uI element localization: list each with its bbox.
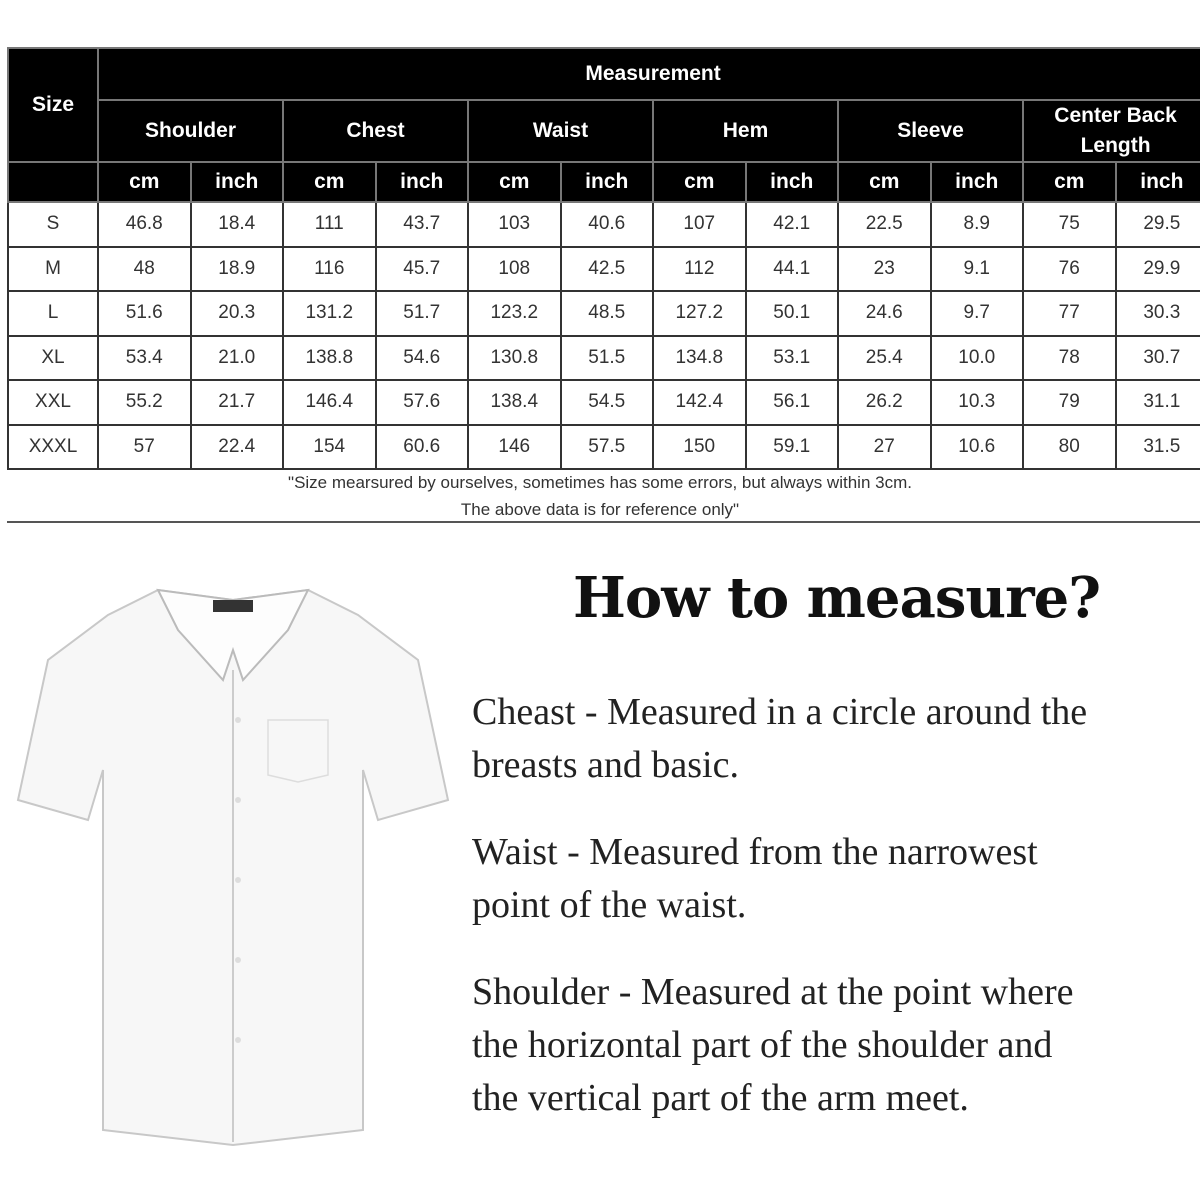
size-cell: S <box>8 202 98 247</box>
value-cell: 20.3 <box>191 291 284 336</box>
value-cell: 30.3 <box>1116 291 1200 336</box>
value-cell: 23 <box>838 247 931 292</box>
value-cell: 18.9 <box>191 247 284 292</box>
value-cell: 51.5 <box>561 336 654 381</box>
value-cell: 10.6 <box>931 425 1024 470</box>
size-cell: L <box>8 291 98 336</box>
value-cell: 29.9 <box>1116 247 1200 292</box>
divider <box>7 521 1200 523</box>
table-row <box>8 247 1200 292</box>
value-cell: 42.5 <box>561 247 654 292</box>
value-cell: 29.5 <box>1116 202 1200 247</box>
value-cell: 108 <box>468 247 561 292</box>
value-cell: 53.1 <box>746 336 839 381</box>
value-cell: 31.1 <box>1116 380 1200 425</box>
value-cell: 77 <box>1023 291 1116 336</box>
value-cell: 31.5 <box>1116 425 1200 470</box>
unit-header: inch <box>931 162 1024 202</box>
value-cell: 57 <box>98 425 191 470</box>
value-cell: 22.4 <box>191 425 284 470</box>
value-cell: 40.6 <box>561 202 654 247</box>
value-cell: 21.7 <box>191 380 284 425</box>
table-row <box>8 291 1200 336</box>
value-cell: 48 <box>98 247 191 292</box>
value-cell: 46.8 <box>98 202 191 247</box>
value-cell: 59.1 <box>746 425 839 470</box>
table-row <box>8 202 1200 247</box>
value-cell: 138.8 <box>283 336 376 381</box>
value-cell: 51.6 <box>98 291 191 336</box>
unit-header: inch <box>376 162 469 202</box>
value-cell: 50.1 <box>746 291 839 336</box>
value-cell: 30.7 <box>1116 336 1200 381</box>
value-cell: 57.6 <box>376 380 469 425</box>
group-header: Chest <box>283 100 468 162</box>
value-cell: 57.5 <box>561 425 654 470</box>
unit-header: inch <box>191 162 284 202</box>
value-cell: 10.0 <box>931 336 1024 381</box>
group-header: Waist <box>468 100 653 162</box>
unit-header: inch <box>561 162 654 202</box>
value-cell: 103 <box>468 202 561 247</box>
value-cell: 26.2 <box>838 380 931 425</box>
value-cell: 21.0 <box>191 336 284 381</box>
unit-header: cm <box>468 162 561 202</box>
value-cell: 75 <box>1023 202 1116 247</box>
unit-header: cm <box>653 162 746 202</box>
shirt-image <box>8 570 458 1170</box>
waist-instruction: Waist - Measured from the narrowest point of the waist. <box>472 831 1038 926</box>
group-header: Center Back Length <box>1023 100 1200 162</box>
value-cell: 130.8 <box>468 336 561 381</box>
size-cell: XXXL <box>8 425 98 470</box>
measurement-header: Measurement <box>98 48 1200 100</box>
value-cell: 10.3 <box>931 380 1024 425</box>
size-cell: XL <box>8 336 98 381</box>
value-cell: 131.2 <box>283 291 376 336</box>
value-cell: 127.2 <box>653 291 746 336</box>
value-cell: 107 <box>653 202 746 247</box>
value-cell: 18.4 <box>191 202 284 247</box>
value-cell: 134.8 <box>653 336 746 381</box>
value-cell: 55.2 <box>98 380 191 425</box>
chest-instruction: Cheast - Measured in a circle around the breasts and basic. <box>472 691 1088 786</box>
value-cell: 44.1 <box>746 247 839 292</box>
value-cell: 116 <box>283 247 376 292</box>
unit-header: inch <box>746 162 839 202</box>
value-cell: 54.5 <box>561 380 654 425</box>
value-cell: 8.9 <box>931 202 1024 247</box>
value-cell: 42.1 <box>746 202 839 247</box>
value-cell: 48.5 <box>561 291 654 336</box>
unit-header: cm <box>98 162 191 202</box>
unit-header: cm <box>283 162 376 202</box>
group-header: Shoulder <box>98 100 283 162</box>
value-cell: 22.5 <box>838 202 931 247</box>
value-cell: 24.6 <box>838 291 931 336</box>
value-cell: 112 <box>653 247 746 292</box>
value-cell: 9.1 <box>931 247 1024 292</box>
value-cell: 78 <box>1023 336 1116 381</box>
table-row <box>8 425 1200 470</box>
value-cell: 56.1 <box>746 380 839 425</box>
size-header: Size <box>8 48 98 162</box>
table-row <box>8 380 1200 425</box>
value-cell: 27 <box>838 425 931 470</box>
value-cell: 123.2 <box>468 291 561 336</box>
value-cell: 76 <box>1023 247 1116 292</box>
value-cell: 51.7 <box>376 291 469 336</box>
group-header: Hem <box>653 100 838 162</box>
size-cell: XXL <box>8 380 98 425</box>
table-row <box>8 336 1200 381</box>
size-chart-table <box>7 47 1200 470</box>
value-cell: 43.7 <box>376 202 469 247</box>
value-cell: 79 <box>1023 380 1116 425</box>
how-to-measure-title: How to measure? <box>573 565 1101 631</box>
unit-header: inch <box>1116 162 1200 202</box>
value-cell: 45.7 <box>376 247 469 292</box>
value-cell: 53.4 <box>98 336 191 381</box>
value-cell: 146 <box>468 425 561 470</box>
value-cell: 9.7 <box>931 291 1024 336</box>
unit-header: cm <box>838 162 931 202</box>
shoulder-instruction: Shoulder - Measured at the point where the horizontal part of the shoulder and the vertical part of the arm meet. <box>472 971 1074 1119</box>
value-cell: 54.6 <box>376 336 469 381</box>
value-cell: 142.4 <box>653 380 746 425</box>
unit-header: cm <box>1023 162 1116 202</box>
group-header: Sleeve <box>838 100 1023 162</box>
size-disclaimer: "Size mearsured by ourselves, sometimes has some errors, but always within 3cm. The above data is for reference only" <box>288 473 912 519</box>
size-cell: M <box>8 247 98 292</box>
value-cell: 25.4 <box>838 336 931 381</box>
value-cell: 111 <box>283 202 376 247</box>
value-cell: 80 <box>1023 425 1116 470</box>
value-cell: 150 <box>653 425 746 470</box>
value-cell: 154 <box>283 425 376 470</box>
value-cell: 138.4 <box>468 380 561 425</box>
value-cell: 146.4 <box>283 380 376 425</box>
value-cell: 60.6 <box>376 425 469 470</box>
